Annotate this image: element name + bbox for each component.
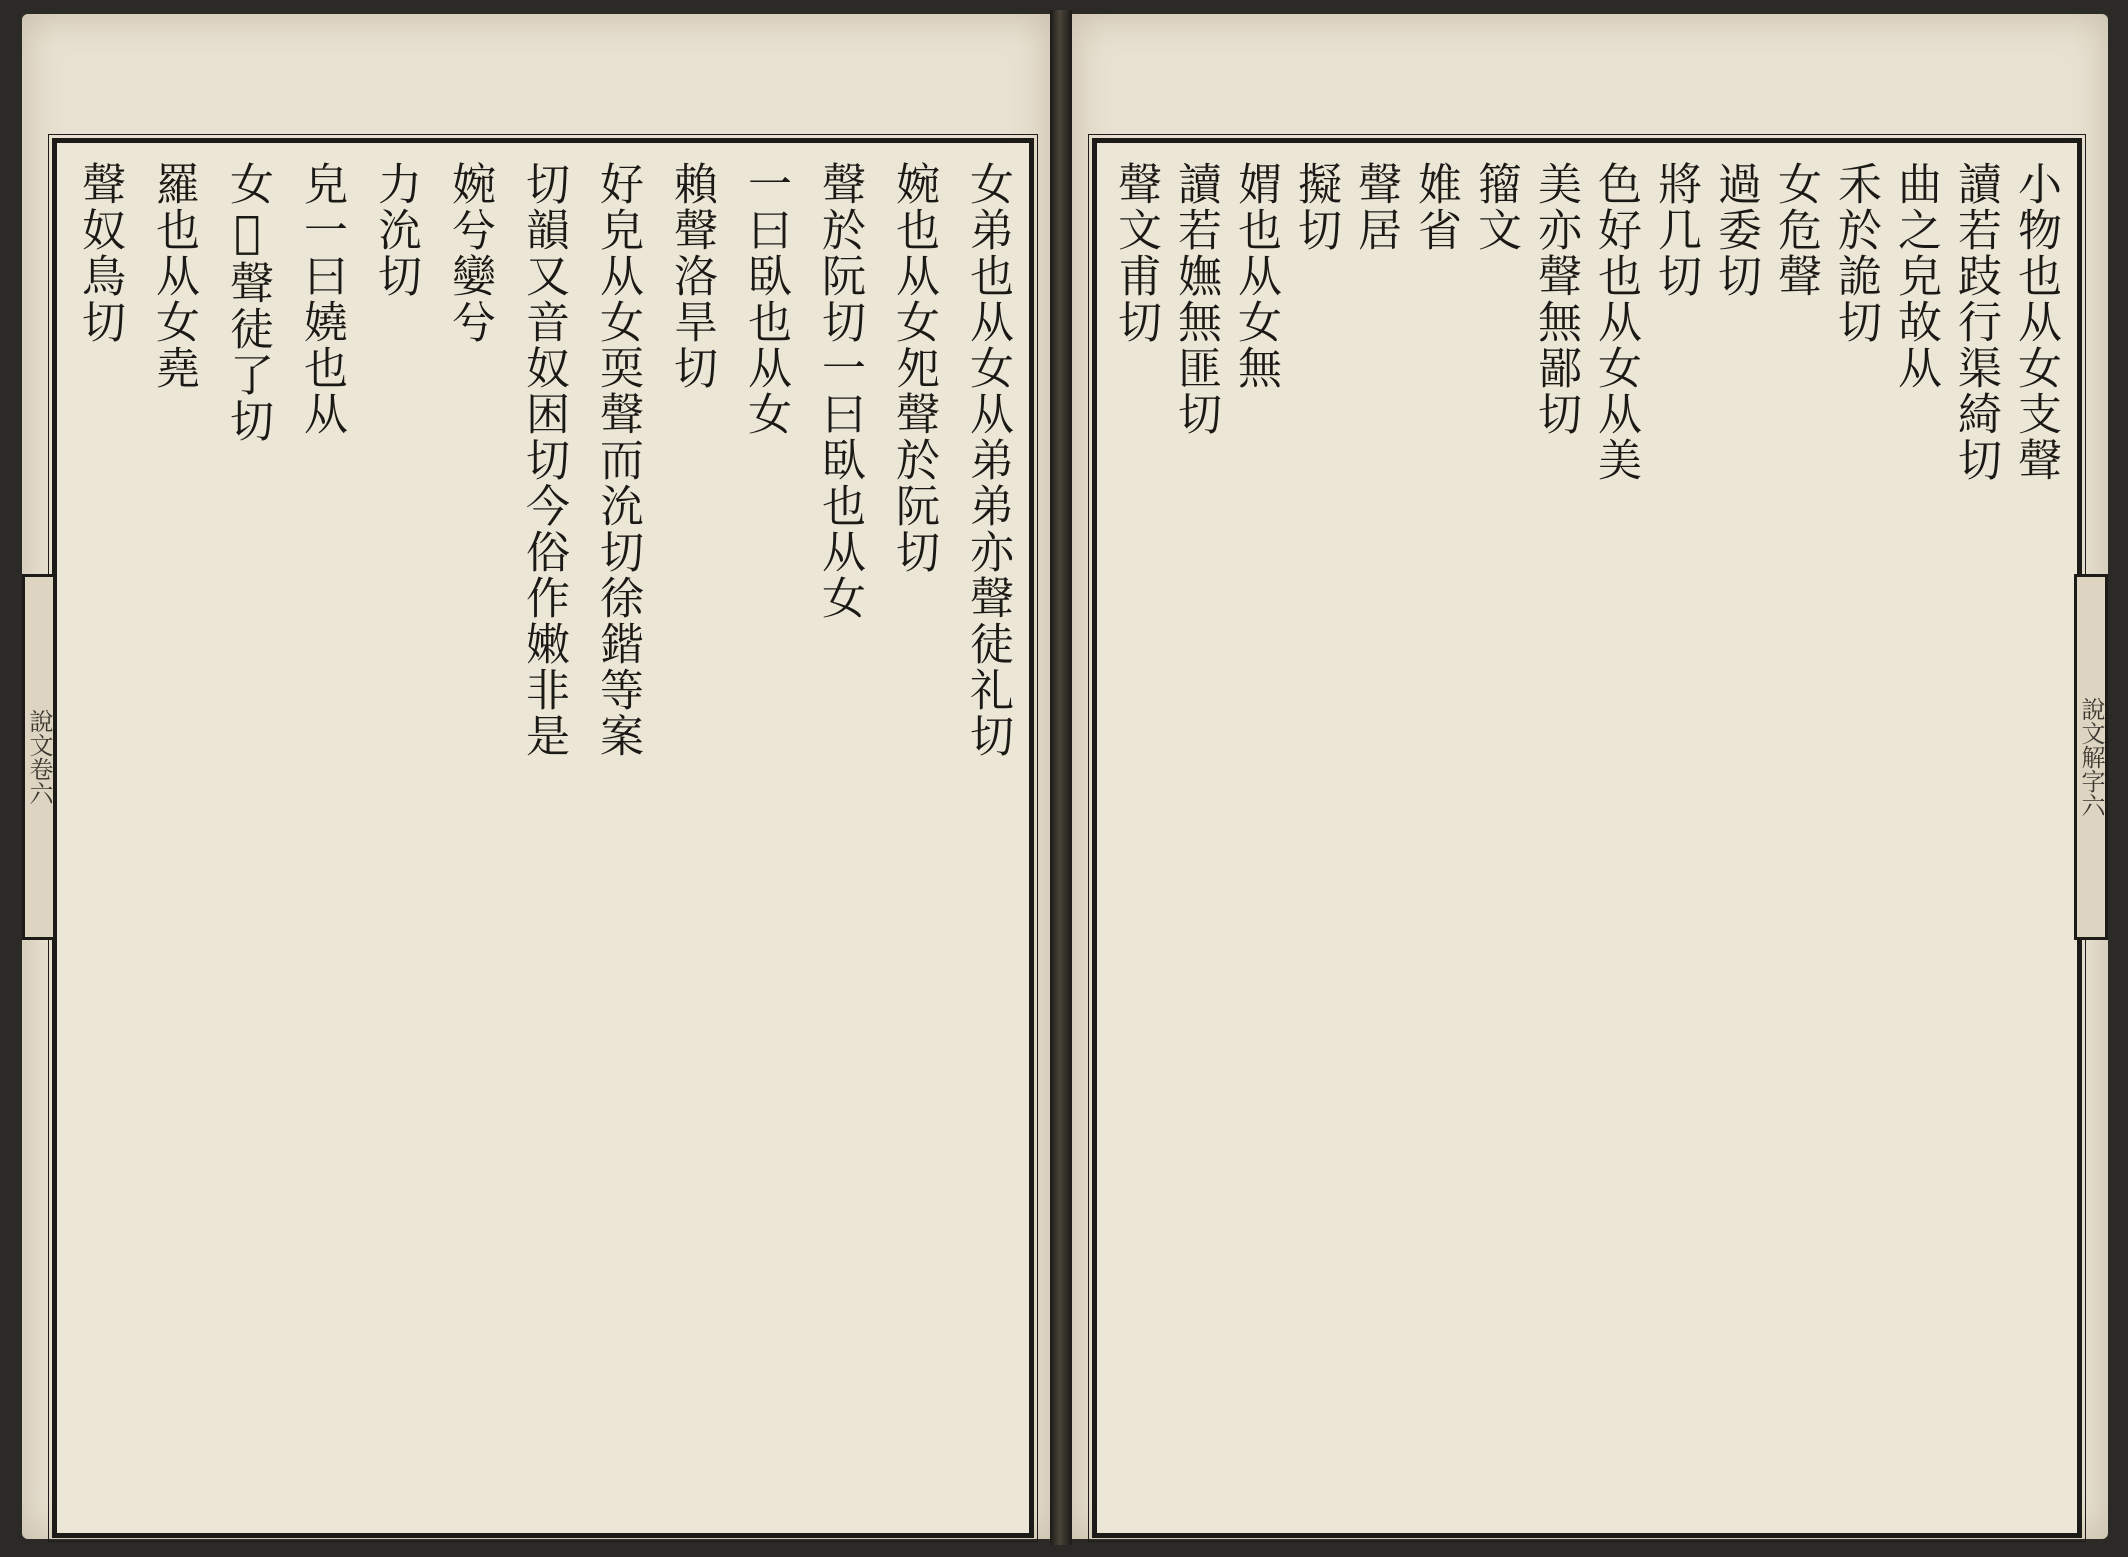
right-page-frame (1092, 138, 2082, 1538)
text-column: 婎省 (1410, 161, 1461, 253)
text-column: 婉也从女夗聲於阮切 (888, 161, 939, 575)
text-column: 聲文甫切 (1110, 161, 1161, 345)
text-column: 女弟也从女从弟弟亦聲徒礼切 (962, 161, 1013, 759)
text-column: 皃一曰嬈也从 (296, 161, 347, 437)
text-column: 賴聲洛旱切 (666, 161, 717, 391)
right-page (1072, 14, 2108, 1539)
text-column: 力沇切 (370, 161, 421, 299)
text-column: 聲奴鳥切 (74, 161, 125, 345)
text-column: 將几切 (1650, 161, 1701, 299)
text-column: 讀若嫵無匪切 (1170, 161, 1221, 437)
text-column: 好皃从女耎聲而沇切徐鍇等案 (592, 161, 643, 759)
text-column: 色好也从女从美 (1590, 161, 1641, 483)
text-column: 聲居 (1350, 161, 1401, 253)
text-column: 女𡟏聲徒了切 (222, 161, 273, 444)
left-page-frame (52, 138, 1034, 1538)
text-column: 籀文 (1470, 161, 1521, 253)
text-column: 過委切 (1710, 161, 1761, 299)
text-column: 美亦聲無鄙切 (1530, 161, 1581, 437)
text-column: 禾於詭切 (1830, 161, 1881, 345)
text-column: 聲於阮切一曰臥也从女 (814, 161, 865, 621)
left-margin-title: 說文卷六 (22, 574, 56, 940)
text-column: 婉兮孌兮 (444, 161, 495, 345)
text-column: 一曰臥也从女 (740, 161, 791, 437)
left-page (22, 14, 1050, 1539)
text-column: 羅也从女堯 (148, 161, 199, 391)
text-column: 曲之皃故从 (1890, 161, 1941, 391)
text-column: 媦也从女無 (1230, 161, 1281, 391)
book-gutter (1050, 10, 1072, 1545)
text-column: 女危聲 (1770, 161, 1821, 299)
text-column: 擬切 (1290, 161, 1341, 253)
left-page-columns (67, 161, 1019, 1515)
right-margin-title: 說文解字六 (2074, 574, 2108, 940)
right-page-columns (1107, 161, 2067, 1515)
text-column: 小物也从女支聲 (2010, 161, 2061, 483)
text-column: 讀若跂行渠綺切 (1950, 161, 2001, 483)
text-column: 切韻又音奴困切今俗作嫩非是 (518, 161, 569, 759)
